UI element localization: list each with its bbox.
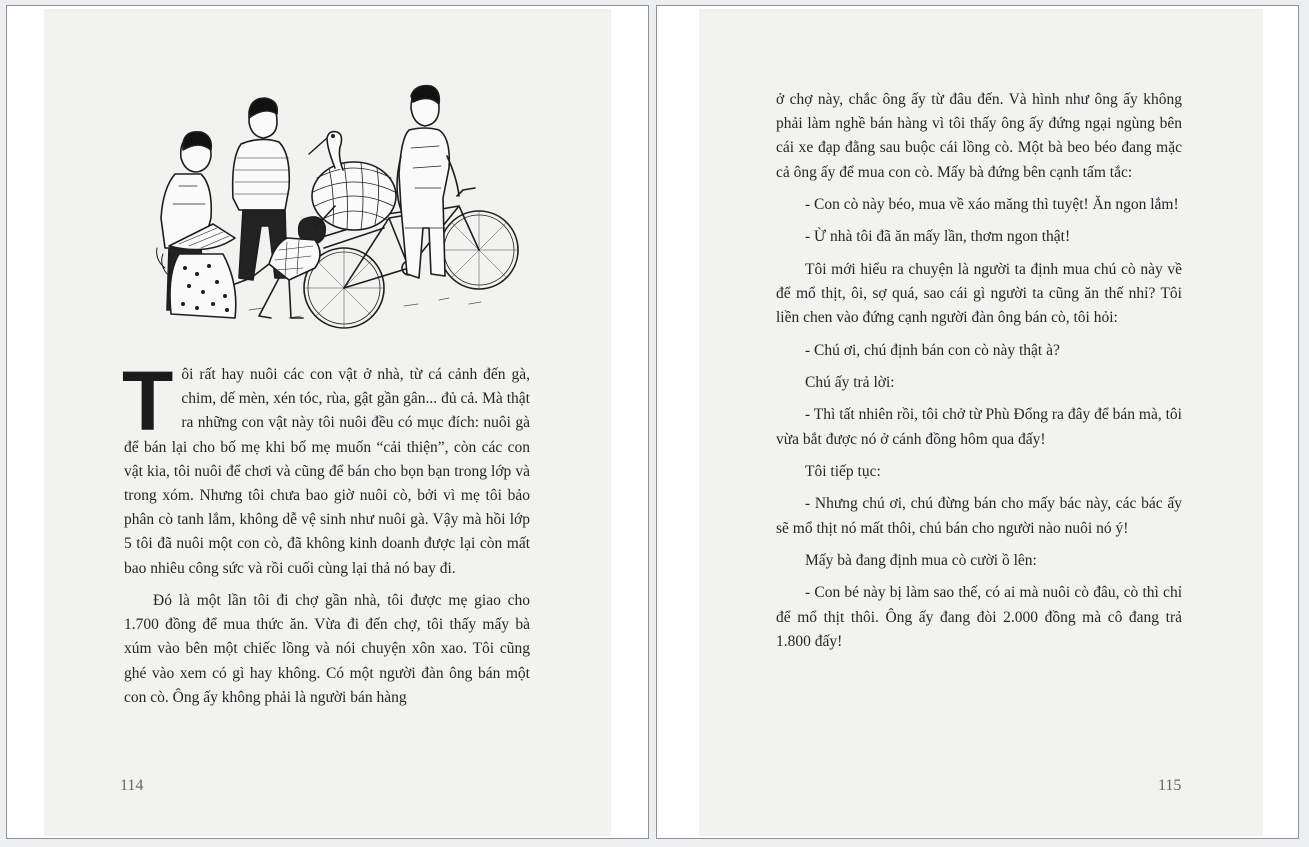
paragraph: Tôi mới hiểu ra chuyện là người ta định mua chú cò này về để mổ thịt, ôi, sợ quá, sao cái gì người ta cũng ăn thế nhỉ? Tôi liền chen vào đứng cạnh người đàn ông bán cò, tôi hỏi: <box>776 260 1182 327</box>
paragraph: Đó là một lần tôi đi chợ gần nhà, tôi được mẹ giao cho 1.700 đồng để mua thức ăn. Vừa đi đến chợ, tôi thấy mấy bà xúm vào bên một chiếc lồng và nói chuyện xôn xao. Tôi cũng ghé vào xem có gì hay không. Có một người đàn ông bán một con cò. Ông ấy không phải là người bán hàng <box>124 592 530 706</box>
dialogue-line: - Ừ nhà tôi đã ăn mấy lần, thơm ngon thật! <box>805 228 1071 246</box>
story-illustration <box>139 78 539 338</box>
paragraph: Tôi tiếp tục: <box>805 462 881 480</box>
opening-paragraph-text: ôi rất hay nuôi các con vật ở nhà, từ cá cảnh đến gà, chim, dế mèn, xén tóc, rùa, gật gần gân... đủ cả. Mà thật ra những con vật này tôi nuôi đều có mục đích: nuôi gà để bán lại cho bố mẹ khi bố mẹ muốn “cải thiện”, còn các con vật kia, tôi nuôi để chơi và cũng để bán cho bọn bạn trong lớp và trong xóm. Nhưng tôi chưa bao giờ nuôi cò, bởi vì mẹ tôi bảo phân cò tanh lắm, không dễ vệ sinh như nuôi gà. Vậy mà hồi lớp 5 tôi đã nuôi một con cò, đã không kinh doanh được lại còn mất bao nhiêu công sức và rồi cuối cùng lại thả nó bay đi. <box>124 366 530 577</box>
paragraph: Mấy bà đang định mua cò cười ồ lên: <box>805 551 1037 569</box>
paragraph: Chú ấy trả lời: <box>805 373 895 391</box>
dialogue-line: - Nhưng chú ơi, chú đừng bán cho mấy bác này, các bác ấy sẽ mổ thịt nó mất thôi, chú bán cho người nào nuôi nó ý! <box>776 495 1182 537</box>
right-page <box>656 5 1299 839</box>
dialogue-line: - Con bé này bị làm sao thế, có ai mà nuôi cò đâu, cò thì chỉ để mổ thịt thôi. Ông ấy đang đòi 2.000 đồng mà cô đang trả 1.800 đấy! <box>776 584 1182 650</box>
paragraph: ở chợ này, chắc ông ấy từ đâu đến. Và hình như ông ấy không phải làm nghề bán hàng vì tôi thấy ông ấy đứng ngại ngùng bên cái xe đạp đằng sau buộc cái lồng cò. Một bà beo béo đang mặc cả ông ấy để mua con cò. Mấy bà đứng bên cạnh tấm tắc: <box>776 91 1182 181</box>
dialogue-line: - Con cò này béo, mua về xáo măng thì tuyệt! Ăn ngon lắm! <box>805 196 1179 213</box>
page-number: 114 <box>120 777 144 794</box>
right-page-text <box>776 88 1182 662</box>
left-page-text <box>122 354 530 718</box>
drop-cap: T <box>122 354 174 448</box>
dialogue-line: - Chú ơi, chú định bán con cò này thật à? <box>805 341 1060 359</box>
page-number: 115 <box>1158 777 1182 794</box>
opening-paragraph <box>122 354 530 581</box>
dialogue-line: - Thì tất nhiên rồi, tôi chở từ Phù Đổng ra đây để bán mà, tôi vừa bắt được nó ở cánh đồng hôm qua đấy! <box>776 406 1182 448</box>
left-page <box>6 5 649 839</box>
